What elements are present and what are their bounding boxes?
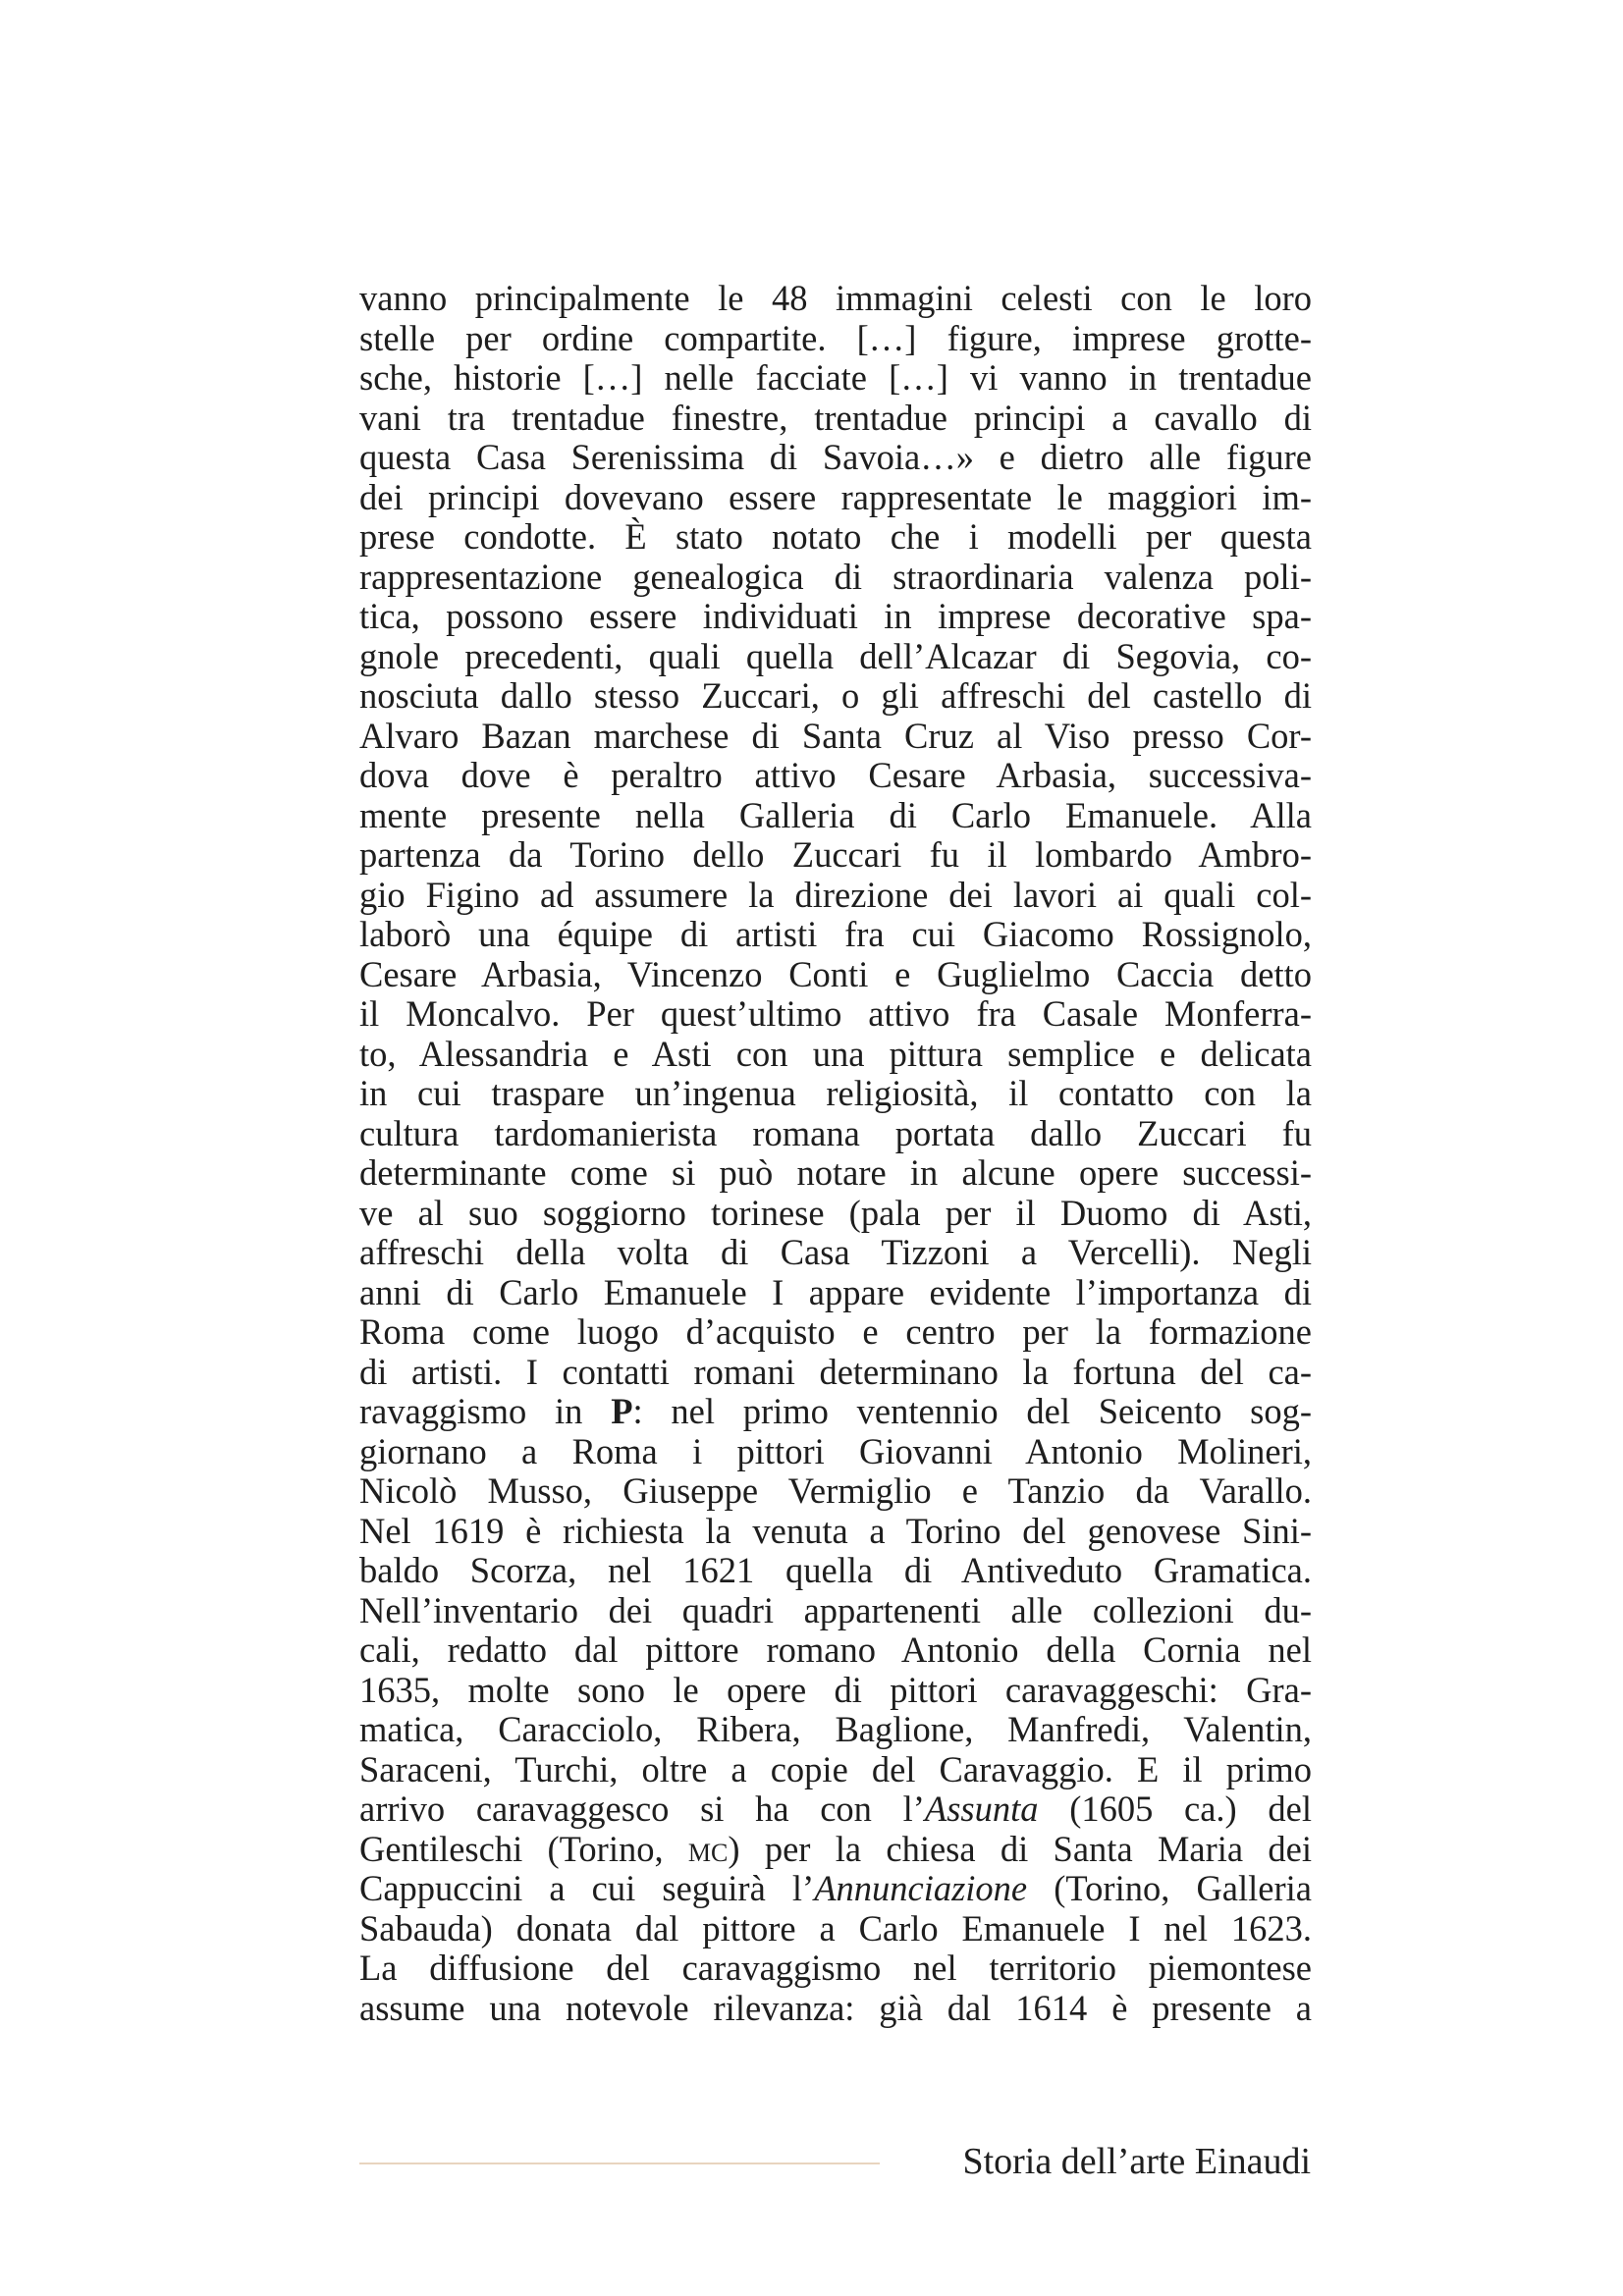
text-line: partenza da Torino dello Zuccari fu il lombardo Ambro-	[359, 834, 1312, 875]
text-line: in cui traspare un’ingenua religiosità, il contatto con la	[359, 1073, 1312, 1113]
text-line: sche, historie […] nelle facciate […] vi vanno in trentadue	[359, 357, 1312, 398]
text-line: mente presente nella Galleria di Carlo Emanuele. Alla	[359, 794, 1312, 835]
text-line: gnole precedenti, quali quella dell’Alcazar di Segovia, co-	[359, 635, 1312, 676]
text-line: stelle per ordine compartite. […] figure, imprese grotte-	[359, 317, 1312, 358]
text-line: ve al suo soggiorno torinese (pala per il Duomo di Asti,	[359, 1192, 1312, 1233]
text-line: Nicolò Musso, Giuseppe Vermiglio e Tanzio da Varallo.	[359, 1470, 1312, 1511]
footer-divider	[359, 2163, 880, 2164]
text-line: laborò una équipe di artisti fra cui Giacomo Rossignolo,	[359, 914, 1312, 954]
text-line: Roma come luogo d’acquisto e centro per la formazione	[359, 1311, 1312, 1352]
text-line: giornano a Roma i pittori Giovanni Antonio Molineri,	[359, 1430, 1312, 1471]
text-line: tica, possono essere individuati in imprese decorative spa-	[359, 596, 1312, 636]
text-line: nosciuta dallo stesso Zuccari, o gli affreschi del castello di	[359, 675, 1312, 716]
text-line: Nell’inventario dei quadri appartenenti alle collezioni du-	[359, 1589, 1312, 1630]
text-line: Cappuccini a cui seguirà l’Annunciazione (Torino, Galleria	[359, 1868, 1312, 1908]
text-line: questa Casa Serenissima di Savoia…» e dietro alle figure	[359, 437, 1312, 477]
text-line: dei principi dovevano essere rappresentate le maggiori im-	[359, 476, 1312, 517]
text-line: cali, redatto dal pittore romano Antonio della Cornia nel	[359, 1629, 1312, 1670]
text-line: prese condotte. È stato notato che i modelli per questa	[359, 516, 1312, 557]
text-line: Cesare Arbasia, Vincenzo Conti e Guglielmo Caccia detto	[359, 953, 1312, 994]
text-line: vanno principalmente le 48 immagini celesti con le loro	[359, 278, 1312, 318]
text-line: vani tra trentadue finestre, trentadue principi a cavallo di	[359, 397, 1312, 438]
text-line: arrivo caravaggesco si ha con l’Assunta (1605 ca.) del	[359, 1789, 1312, 1829]
text-line: to, Alessandria e Asti con una pittura semplice e delicata	[359, 1033, 1312, 1074]
artwork-title: Annunciazione	[814, 1868, 1028, 1908]
text-line: il Moncalvo. Per quest’ultimo attivo fra Casale Monferra-	[359, 993, 1312, 1034]
text-line: Sabauda) donata dal pittore a Carlo Emanuele I nel 1623.	[359, 1907, 1312, 1949]
text-line: gio Figino ad assumere la direzione dei lavori ai quali col-	[359, 874, 1312, 915]
region-abbreviation: P	[611, 1391, 633, 1431]
text-line: determinante come si può notare in alcune opere successi-	[359, 1152, 1312, 1193]
text-line: matica, Caracciolo, Ribera, Baglione, Manfredi, Valentin,	[359, 1709, 1312, 1749]
text-line: Nel 1619 è richiesta la venuta a Torino del genovese Sini-	[359, 1510, 1312, 1551]
text-line: 1635, molte sono le opere di pittori caravaggeschi: Gra-	[359, 1669, 1312, 1710]
text-line: cultura tardomanierista romana portata dallo Zuccari fu	[359, 1112, 1312, 1153]
text-line: dova dove è peraltro attivo Cesare Arbasia, successiva-	[359, 755, 1312, 795]
museum-abbreviation: mc	[687, 1828, 729, 1869]
text-line: Gentileschi (Torino, mc) per la chiesa di Santa Maria dei	[359, 1828, 1312, 1869]
text-line: assume una notevole rilevanza: già dal 1614 è presente a	[359, 1987, 1312, 2028]
body-text	[359, 279, 1312, 2028]
text-line: baldo Scorza, nel 1621 quella di Antiveduto Gramatica.	[359, 1550, 1312, 1590]
text-line: di artisti. I contatti romani determinano la fortuna del ca-	[359, 1351, 1312, 1392]
footer-title: Storia dell’arte Einaudi	[962, 2141, 1311, 2182]
text-line: ravaggismo in P: nel primo ventennio del Seicento sog-	[359, 1391, 1313, 1431]
text-line: Saraceni, Turchi, oltre a copie del Caravaggio. E il primo	[359, 1748, 1312, 1789]
text-line: affreschi della volta di Casa Tizzoni a Vercelli). Negli	[359, 1232, 1312, 1272]
text-line: Alvaro Bazan marchese di Santa Cruz al Viso presso Cor-	[359, 715, 1312, 756]
artwork-title: Assunta	[924, 1789, 1039, 1829]
text-line: rappresentazione genealogica di straordinaria valenza poli-	[359, 556, 1312, 597]
text-line: La diffusione del caravaggismo nel territorio piemontese	[359, 1948, 1312, 1988]
text-line: anni di Carlo Emanuele I appare evidente l’importanza di	[359, 1271, 1312, 1312]
